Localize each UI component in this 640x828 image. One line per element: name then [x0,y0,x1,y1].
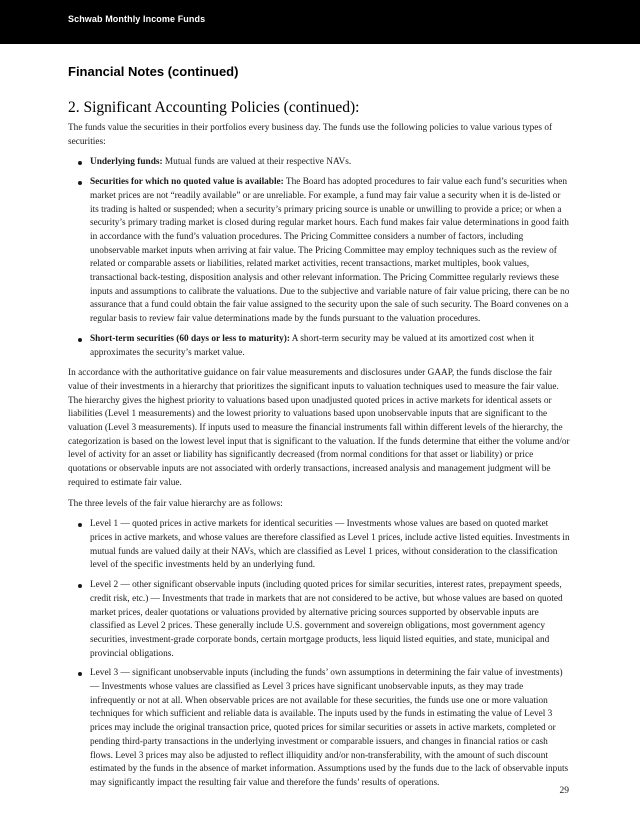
fair-value-levels-list [68,518,570,790]
policy-text: Mutual funds are valued at their respective NAVs. [162,157,352,168]
valuation-policies-list [68,156,570,360]
hierarchy-paragraph: In accordance with the authoritative guidance on fair value measurements and disclosures under GAAP, the funds disclose the fair value of their investments in a hierarchy that prioritizes the significant inputs to valuation techniques used to measure the fair value. The hierarchy gives the highest priority to valuations based upon unadjusted quoted prices in active markets for identical assets or liabilities (Level 1 measurements) and the lowest priority to valuations based upon unobservable inputs that are significant to the valuation (Level 3 measurements). If inputs used to measure the financial instruments fall within different levels of the hierarchy, the categorization is based on the lowest level input that is significant to the valuation. If the funds determine that either the volume and/or level of activity for an asset or liability has significantly decreased (from normal conditions for that asset or liability) or price quotations or observable inputs are not associated with orderly transactions, increased analysis and management judgment will be required to estimate fair value. [68,368,570,488]
policy-term: Underlying funds: [90,157,163,168]
policy-term: Securities for which no quoted value is available: [90,177,284,188]
policy-item-underlying-funds [90,156,570,170]
policy-item-short-term [90,333,570,360]
note-heading: 2. Significant Accounting Policies (continued): [68,99,360,116]
policy-text: A short-term security may be valued at its amortized cost when it approximates the security’s market value. [90,333,535,358]
policy-item-no-quoted-value [90,176,570,327]
level-3-item: Level 3 — significant unobservable inputs (including the funds’ own assumptions in determining the fair value of investments) — Investments whose values are classified as Level 3 prices have significant unobservable inputs, as they may trade infrequently or not at all. When observable prices are not available for these securities, the funds use one or more valuation techniques for which sufficient and reliable data is available. The inputs used by the funds in estimating the value of Level 3 prices may include the original transaction price, quoted prices for similar securities or assets in active markets, completed or pending third-party transactions in the underlying investment or comparable issuers, and changes in financial ratios or cash flows. Level 3 prices may also be adjusted to reflect illiquidity and/or non-transferability, with the amount of such discount estimated by the funds in the absence of market information. Assumptions used by the funds due to the lack of observable inputs may significantly impact the resulting fair value and therefore the funds’ results of operations. [90,667,570,790]
section-title: Financial Notes (continued) [68,64,239,79]
running-title: Schwab Monthly Income Funds [68,14,206,24]
policy-text: The Board has adopted procedures to fair value each fund’s securities when market prices are not “readily available” or are unreliable. For example, a fund may fair value a security when it is de-listed or its trading is halted or suspended; when a security’s primary pricing source is unable or unwilling to provide a price; or when a security’s primary trading market is closed during regular market hours. Each fund makes fair value determinations in good faith in accordance with the fund’s valuation procedures. The Pricing Committee considers a number of factors, including unobservable market inputs when arriving at fair value. The Pricing Committee may employ techniques such as the review of related or comparable assets or liabilities, related market activities, recent transactions, market multiples, book values, transactional back-testing, disposition analysis and other relevant information. The Pricing Committee regularly reviews these inputs and assumptions to calibrate the valuations. Due to the subjective and variable nature of fair value pricing, there can be no assurance that a fund could obtain the fair value assigned to the security upon the sale of such security. The Board convenes on a regular basis to review fair value determinations made by the funds pursuant to the valuation procedures. [90,177,570,325]
level-2-item: Level 2 — other significant observable inputs (including quoted prices for similar securities, interest rates, prepayment speeds, credit risk, etc.) — Investments that trade in markets that are not considered to be active, but whose values are based on quoted market prices, dealer quotations or valuations provided by alternative pricing sources supported by observable inputs are classified as Level 2 prices. These generally include U.S. government and sovereign obligations, most government agency securities, investment-grade corporate bonds, certain mortgage products, less liquid listed equities, and state, municipal and provincial obligations. [90,579,570,661]
levels-intro: The three levels of the fair value hierarchy are as follows: [68,498,283,509]
document-body [68,99,570,798]
page-number: 29 [559,786,569,796]
policy-term: Short-term securities (60 days or less to maturity): [90,333,290,344]
intro-paragraph: The funds value the securities in their portfolios every business day. The funds use the following policies to value various types of securities: [68,123,553,147]
level-1-item: Level 1 — quoted prices in active markets for identical securities — Investments whose values are based on quoted market prices in active markets, and whose values are therefore classified as Level 1 prices, include active listed equities. Investments in mutual funds are valued daily at their NAVs, which are classified as Level 1 prices, without consideration to the classification level of the specific investments held by an underlying fund. [90,518,570,573]
header-bar [0,0,640,44]
